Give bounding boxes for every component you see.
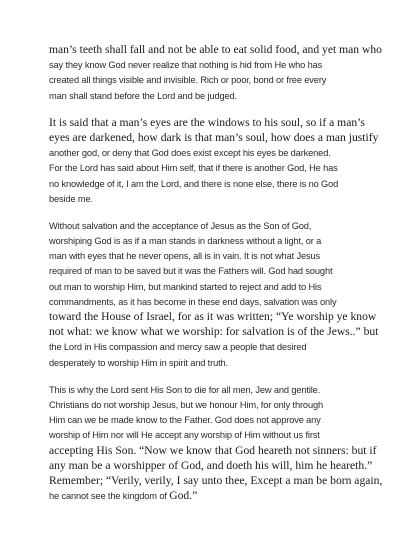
text-line (49, 217, 381, 232)
text-run: This is why the Lord sent His Son to die for all men, Jew and gentile. (49, 384, 321, 395)
text-line (49, 472, 381, 487)
text-line (49, 457, 381, 472)
text-line (49, 129, 381, 144)
text-line (49, 87, 381, 102)
text-run: beside me. (49, 193, 93, 204)
text-line (49, 41, 381, 56)
text-line (49, 308, 381, 323)
text-run: worship of Him nor will He accept any worship of Him without us first (49, 430, 320, 441)
text-line (49, 411, 381, 426)
text-run: It is said that a man’s eyes are the windows to his soul, so if a man’s (49, 115, 365, 129)
text-run: another god, or deny that God does exist except his eyes be darkened. (49, 148, 331, 159)
text-run: Without salvation and the acceptance of Jesus as the Son of God, (49, 220, 312, 231)
text-run: the Lord in His compassion and mercy saw a people that desired (49, 342, 307, 353)
text-run: eyes are darkened, how dark is that man’s soul, how does a man justify (49, 130, 379, 144)
text-line (49, 442, 381, 457)
text-run: Him can we be made know to the Father. God does not approve any (49, 415, 321, 426)
text-line (49, 278, 381, 293)
text-line (49, 338, 381, 353)
text-line (49, 247, 381, 262)
text-run: no knowledge of it, I am the Lord, and there is none else, there is no God (49, 178, 339, 189)
text-run: any man be a worshipper of God, and doeth his will, him he heareth.” (49, 458, 373, 472)
text-line (49, 144, 381, 159)
text-run: not what: we know what we worship: for salvation is of the Jews..” but (49, 325, 379, 339)
text-line (49, 232, 381, 247)
text-run: worshiping God is as if a man stands in darkness without a light, or a (49, 236, 322, 247)
text-run: required of man to be saved but it was the Fathers will. God had sought (49, 266, 333, 277)
text-line (49, 381, 381, 396)
text-run: desperately to worship Him in spirit and truth. (49, 357, 228, 368)
text-run: For the Lord has said about Him self, that if there is another God, He has (49, 163, 338, 174)
text-line (49, 190, 381, 205)
text-run: toward the House of Israel, for as it was written; “Ye worship ye know (49, 310, 377, 323)
text-line (49, 71, 381, 86)
text-run: he cannot see the kingdom of (49, 491, 170, 502)
text-run: man shall stand before the Lord and be judged. (49, 90, 237, 101)
text-line (49, 159, 381, 174)
text-line (49, 487, 381, 502)
paragraph (49, 114, 381, 205)
paragraph (49, 217, 381, 369)
text-run: accepting His Son. “Now we know that God heareth not sinners: but if (49, 443, 377, 457)
text-run: man with eyes that he never opens, all is in vain. It is not what Jesus (49, 251, 320, 262)
text-run: God.” (169, 489, 198, 503)
text-line (49, 323, 381, 338)
paragraph (49, 381, 381, 503)
text-line (49, 262, 381, 277)
text-line (49, 396, 381, 411)
text-line (49, 426, 381, 441)
text-line (49, 354, 381, 369)
text-run: Christians do not worship Jesus, but we honour Him, for only through (49, 399, 324, 410)
text-run: out man to worship Him, but mankind started to reject and add to His (49, 281, 322, 292)
text-line (49, 175, 381, 190)
text-line (49, 293, 381, 308)
text-run: created all things visible and invisible. Rich or poor, bond or free every (49, 75, 327, 86)
text-line (49, 56, 381, 71)
text-run: say they know God never realize that nothing is hid from He who has (49, 60, 323, 71)
text-run: man’s teeth shall fall and not be able to eat solid food, and yet man who (49, 43, 382, 56)
text-line (49, 114, 381, 129)
paragraph (49, 41, 381, 102)
document-body (49, 41, 381, 514)
text-run: Remember; “Verily, verily, I say unto thee, Except a man be born again, (49, 473, 383, 487)
text-run: commandments, as it has become in these end days, salvation was only (49, 296, 337, 307)
